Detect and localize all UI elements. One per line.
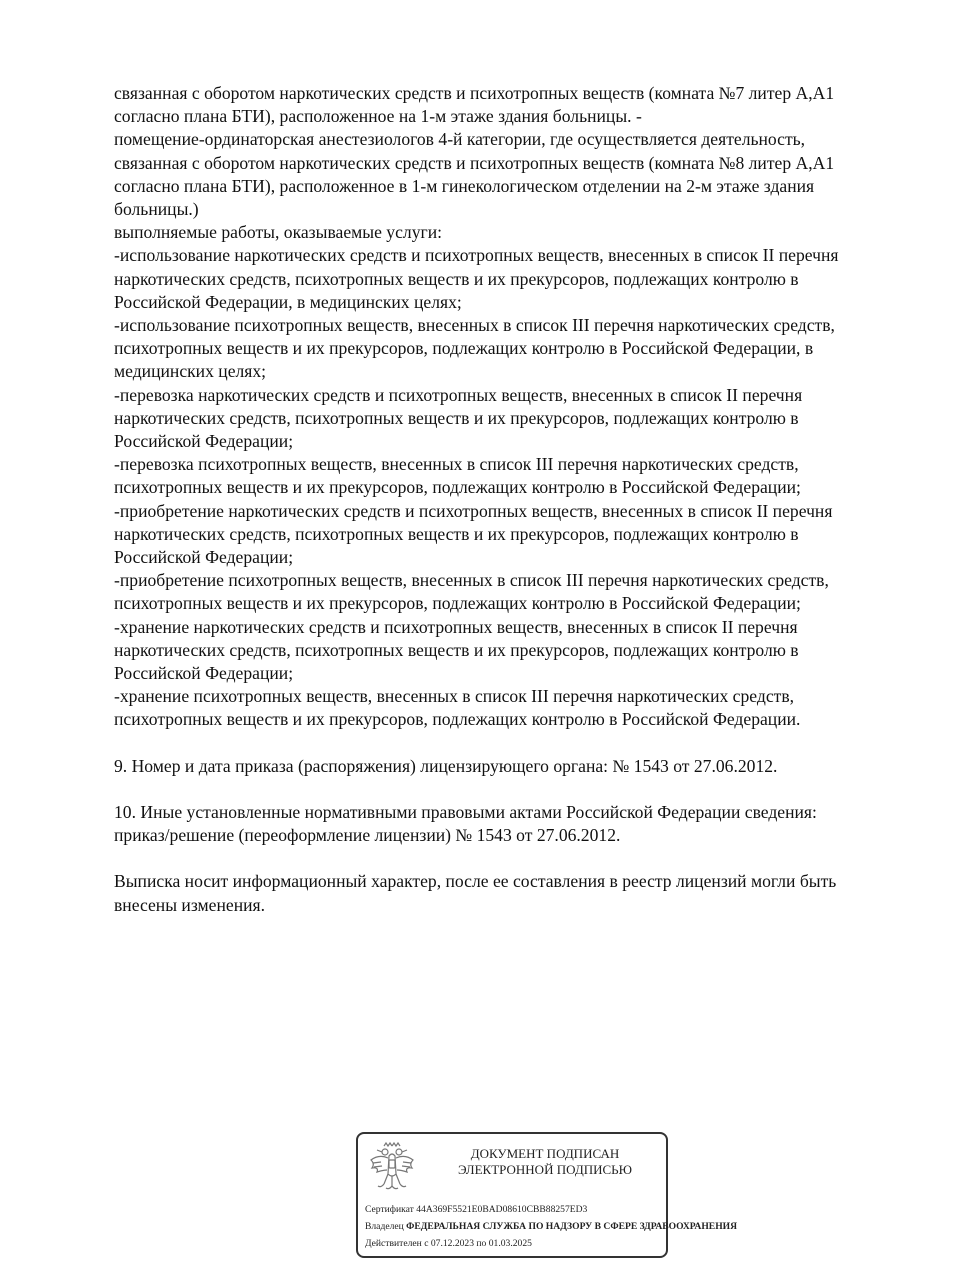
body-line: наркотических средств, психотропных веществ и их прекурсоров, подлежащих контролю в <box>114 407 799 428</box>
electronic-signature-stamp <box>356 1132 738 1258</box>
body-line: -перевозка наркотических средств и психотропных веществ, внесенных в список II перечня <box>114 384 803 405</box>
body-line: наркотических средств, психотропных веществ и их прекурсоров, подлежащих контролю в <box>114 639 799 660</box>
body-line: -перевозка психотропных веществ, внесенных в список III перечня наркотических средств, <box>114 454 799 475</box>
body-line: психотропных веществ и их прекурсоров, подлежащих контролю в Российской Федерации; <box>114 477 801 498</box>
extract-note <box>114 870 914 916</box>
note-line: внесены изменения. <box>114 894 266 915</box>
validity-text: Действителен с 07.12.2023 по 01.03.2025 <box>365 1238 532 1249</box>
owner-label: Владелец <box>365 1221 404 1232</box>
note-line: Выписка носит информационный характер, после ее составления в реестр лицензий могли быть <box>114 871 837 892</box>
body-line: медицинских целях; <box>114 361 267 382</box>
body-line: Российской Федерации; <box>114 431 294 452</box>
stamp-title-line: ЭЛЕКТРОННОЙ ПОДПИСЬЮ <box>458 1162 632 1177</box>
body-line: выполняемые работы, оказываемые услуги: <box>114 222 443 243</box>
body-line: связанная с оборотом наркотических средств и психотропных веществ (комната №8 литер А,А1 <box>114 152 835 173</box>
section-10-line: 10. Иные установленные нормативными правовыми актами Российской Федерации сведения: <box>114 801 817 822</box>
section-10-other-info <box>114 801 914 847</box>
body-line: -хранение психотропных веществ, внесенных в список III перечня наркотических средств, <box>114 686 795 707</box>
body-line: -приобретение психотропных веществ, внесенных в список III перечня наркотических средств, <box>114 570 829 591</box>
owner-value: ФЕДЕРАЛЬНАЯ СЛУЖБА ПО НАДЗОРУ В СФЕРЕ ЗДРАВООХРАНЕНИЯ <box>406 1221 738 1232</box>
stamp-title <box>430 1146 660 1178</box>
certificate-value: 44A369F5521E0BAD08610CBB88257ED3 <box>416 1204 588 1215</box>
body-line: -хранение наркотических средств и психотропных веществ, внесенных в список II перечня <box>114 616 798 637</box>
services-list <box>114 82 914 732</box>
section-9-text: 9. Номер и дата приказа (распоряжения) лицензирующего органа: № 1543 от 27.06.2012. <box>114 755 778 776</box>
body-line: психотропных веществ и их прекурсоров, подлежащих контролю в Российской Федерации. <box>114 709 801 730</box>
body-line: наркотических средств, психотропных веществ и их прекурсоров, подлежащих контролю в <box>114 523 799 544</box>
body-line: согласно плана БТИ), расположенное на 1-м этаже здания больницы. - <box>114 106 642 127</box>
body-line: -использование психотропных веществ, внесенных в список III перечня наркотических средств, <box>114 315 835 336</box>
body-line: связанная с оборотом наркотических средств и психотропных веществ (комната №7 литер А,А1 <box>114 83 835 103</box>
body-line: психотропных веществ и их прекурсоров, подлежащих контролю в Российской Федерации, в <box>114 338 814 359</box>
body-line: -приобретение наркотических средств и психотропных веществ, внесенных в список II перечня <box>114 500 833 521</box>
body-line: больницы.) <box>114 199 199 220</box>
body-line: Российской Федерации; <box>114 663 294 684</box>
owner-row <box>365 1221 737 1233</box>
certificate-label: Сертификат <box>365 1204 414 1215</box>
body-line: помещение-ординаторская анестезиологов 4-й категории, где осуществляется деятельность, <box>114 129 806 150</box>
document-body <box>114 82 914 917</box>
body-line: психотропных веществ и их прекурсоров, подлежащих контролю в Российской Федерации; <box>114 593 801 614</box>
stamp-title-line: ДОКУМЕНТ ПОДПИСАН <box>470 1146 620 1161</box>
double-headed-eagle-emblem-icon <box>367 1140 417 1196</box>
body-line: наркотических средств, психотропных веществ и их прекурсоров, подлежащих контролю в <box>114 268 799 289</box>
section-9-order <box>114 755 914 778</box>
body-line: Российской Федерации, в медицинских целях; <box>114 291 462 312</box>
section-10-line: приказ/решение (переоформление лицензии) № 1543 от 27.06.2012. <box>114 825 621 846</box>
body-line: согласно плана БТИ), расположенное в 1-м гинекологическом отделении на 2-м этаже здания <box>114 175 815 196</box>
body-line: Российской Федерации; <box>114 547 294 568</box>
body-line: -использование наркотических средств и психотропных веществ, внесенных в список II перечня <box>114 245 839 266</box>
certificate-row <box>365 1204 587 1216</box>
validity-row <box>365 1238 532 1250</box>
